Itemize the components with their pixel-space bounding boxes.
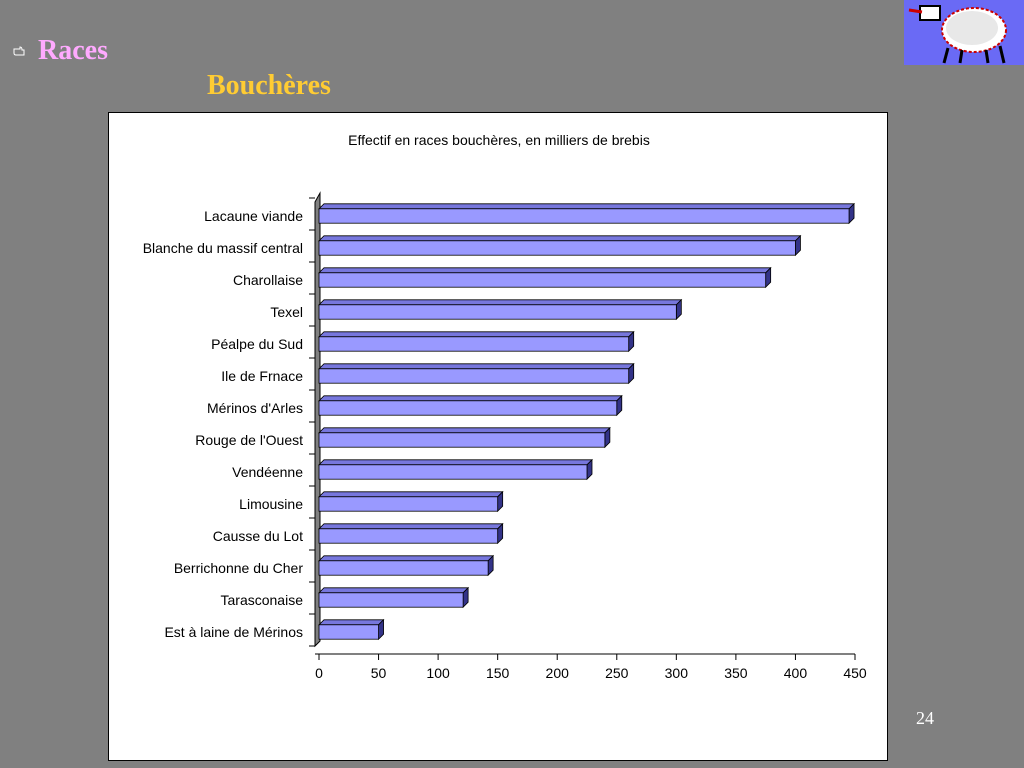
bar-top-face bbox=[319, 236, 800, 241]
category-label: Ile de Frnace bbox=[221, 368, 303, 384]
bar-top-face bbox=[319, 396, 622, 401]
bar-front-face bbox=[319, 401, 617, 415]
x-tick-label: 300 bbox=[664, 665, 689, 681]
bar bbox=[319, 204, 854, 223]
category-label: Charollaise bbox=[232, 272, 303, 288]
bar bbox=[319, 236, 800, 255]
bar-front-face bbox=[319, 593, 463, 607]
category-label: Péalpe du Sud bbox=[211, 336, 303, 352]
category-label: Tarasconaise bbox=[220, 592, 303, 608]
bar bbox=[319, 556, 493, 575]
bar bbox=[319, 364, 634, 383]
bar-top-face bbox=[319, 268, 771, 273]
x-tick-label: 450 bbox=[843, 665, 867, 681]
bar-front-face bbox=[319, 465, 587, 479]
bar-top-face bbox=[319, 428, 610, 433]
bar bbox=[319, 492, 503, 511]
bar-front-face bbox=[319, 497, 498, 511]
bar-top-face bbox=[319, 460, 592, 465]
x-tick-label: 150 bbox=[485, 665, 510, 681]
hand-pointing-icon bbox=[12, 44, 26, 58]
bar bbox=[319, 300, 681, 319]
slide-subtitle: Bouchères bbox=[207, 70, 331, 101]
bar-top-face bbox=[319, 204, 854, 209]
category-label: Berrichonne du Cher bbox=[173, 560, 303, 576]
bar-top-face bbox=[319, 332, 634, 337]
bar-top-face bbox=[319, 492, 503, 497]
bar-top-face bbox=[319, 588, 468, 593]
bar-top-face bbox=[319, 300, 681, 305]
bar-front-face bbox=[319, 337, 629, 351]
category-label: Rouge de l'Ouest bbox=[195, 432, 303, 448]
bar-top-face bbox=[319, 620, 384, 625]
category-label: Blanche du massif central bbox=[142, 240, 303, 256]
bar-front-face bbox=[319, 305, 676, 319]
category-label: Causse du Lot bbox=[212, 528, 303, 544]
bar-front-face bbox=[319, 529, 498, 543]
sheep-logo bbox=[904, 0, 1024, 65]
x-tick-label: 100 bbox=[426, 665, 450, 681]
bar bbox=[319, 620, 384, 639]
bar bbox=[319, 428, 610, 447]
bar bbox=[319, 588, 468, 607]
bar bbox=[319, 460, 592, 479]
slide-title: Races bbox=[38, 35, 108, 66]
bar-top-face bbox=[319, 556, 493, 561]
x-tick-label: 250 bbox=[605, 665, 629, 681]
category-label: Est à laine de Mérinos bbox=[164, 624, 303, 640]
x-tick-label: 400 bbox=[783, 665, 808, 681]
bar-front-face bbox=[319, 433, 605, 447]
chart-title: Effectif en races bouchères, en milliers de brebis bbox=[348, 132, 650, 148]
bar-front-face bbox=[319, 561, 488, 575]
category-label: Vendéenne bbox=[232, 464, 303, 480]
bar-front-face bbox=[319, 625, 379, 639]
bar-top-face bbox=[319, 524, 503, 529]
x-tick-label: 0 bbox=[315, 665, 323, 681]
x-tick-label: 200 bbox=[545, 665, 569, 681]
x-tick-label: 50 bbox=[370, 665, 387, 681]
bar-front-face bbox=[319, 241, 795, 255]
category-label: Lacaune viande bbox=[204, 208, 303, 224]
chart-side-wall bbox=[315, 193, 320, 646]
category-label: Texel bbox=[270, 304, 303, 320]
bar bbox=[319, 396, 622, 415]
category-label: Mérinos d'Arles bbox=[206, 400, 303, 416]
chart-container bbox=[108, 112, 888, 761]
bar-front-face bbox=[319, 209, 849, 223]
bar-chart bbox=[109, 113, 887, 760]
bar bbox=[319, 268, 771, 287]
category-label: Limousine bbox=[239, 496, 303, 512]
bar-front-face bbox=[319, 273, 766, 287]
bar-top-face bbox=[319, 364, 634, 369]
x-tick-label: 350 bbox=[724, 665, 748, 681]
bar bbox=[319, 332, 634, 351]
bar bbox=[319, 524, 503, 543]
page-number: 24 bbox=[916, 708, 934, 728]
bar-front-face bbox=[319, 369, 629, 383]
